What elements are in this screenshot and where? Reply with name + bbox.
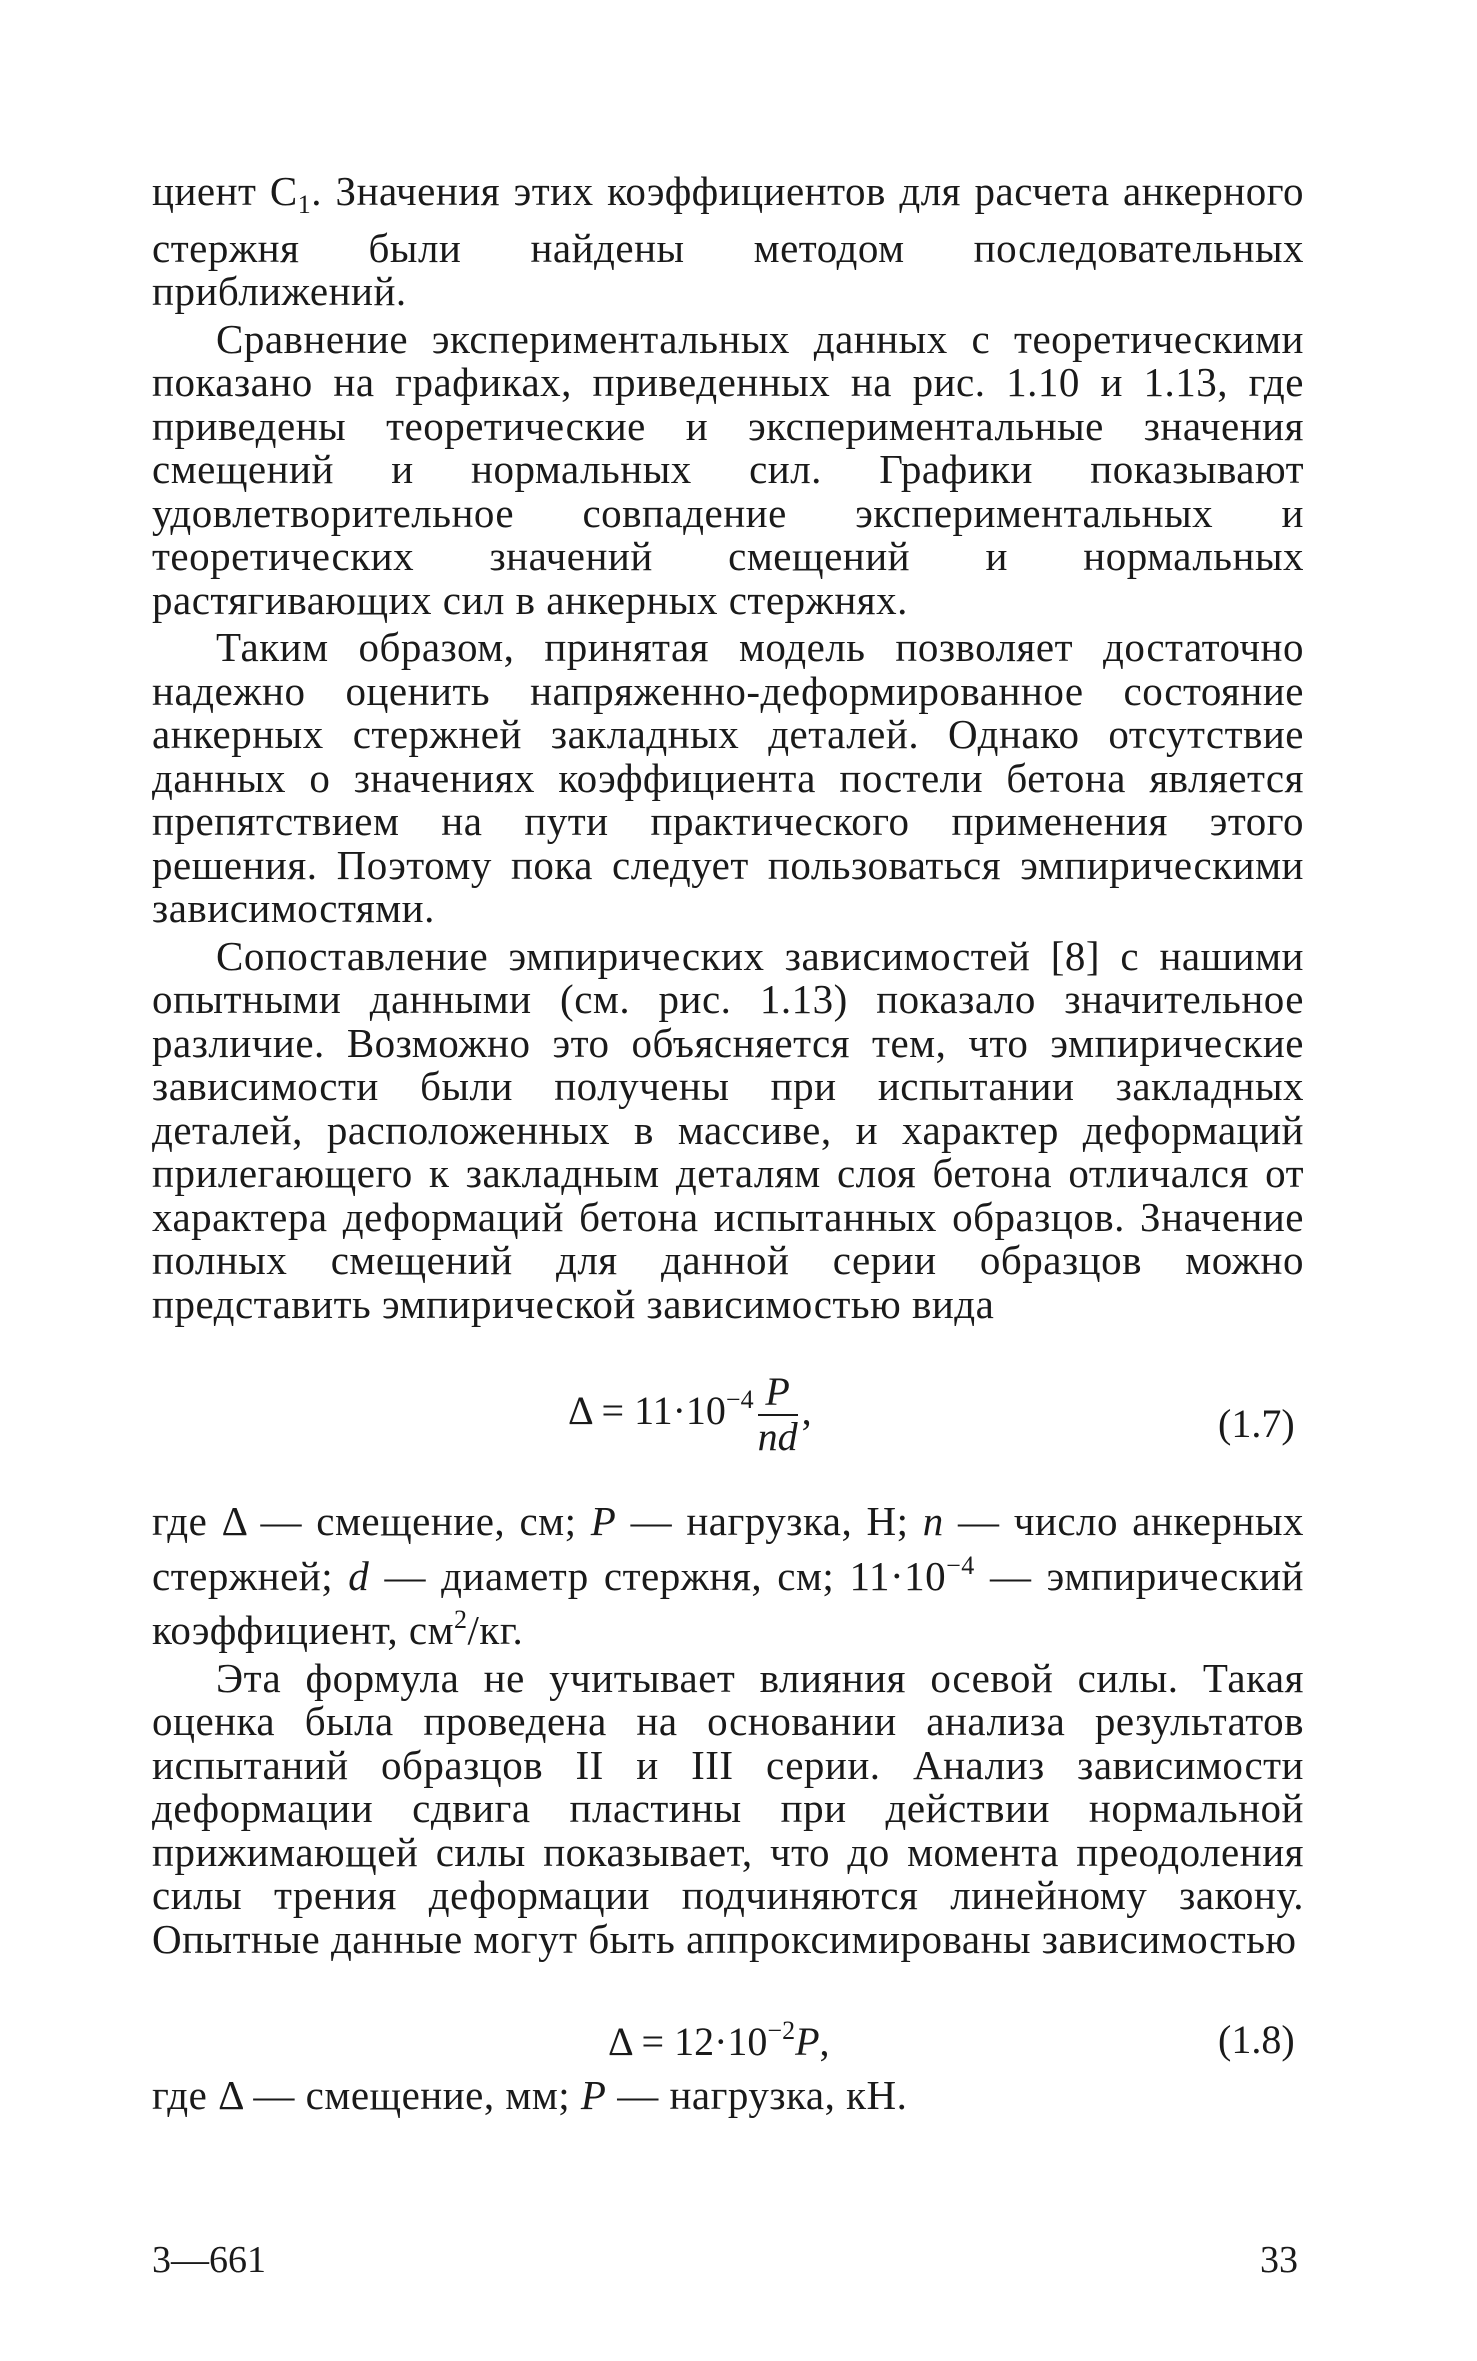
paragraph-2: Сравнение экспериментальных данных с теоретическими показано на графиках, приведенных на рис. 1.10 и 1.13, где приведены теоретические и экспериментальные значения смещений и нормальных сил. Графики показывают удовлетворительное совпадение экспериментальных и теоретических значений смещений и нормальных растягивающих сил в анкерных стержнях. [152, 315, 1304, 623]
body-text-middle [152, 1500, 1304, 1961]
paragraph-5: где Δ — смещение, см; P — нагрузка, Н; n — число анкерных стержней; d — диаметр стержня, см; $11\cdot 10^{-4}$ — эмпирический коэффициент, $см^2/кг$. [152, 1498, 1304, 1653]
page-number: 33 [1260, 2239, 1298, 2281]
paragraph-1: циент $C_1$. Значения этих коэффициентов для расчета анкерного стержня были найдены методом последовательных приближений. [152, 168, 1304, 314]
formula-1-7-fraction: $\frac{P}{nd}$ [757, 1369, 798, 1459]
body-text-bottom [152, 2074, 1304, 2118]
body-text-top [152, 170, 1304, 1326]
printer-signature: 3—661 [152, 2239, 266, 2281]
paragraph-7: где Δ — смещение, мм; P — нагрузка, кН. [152, 2072, 908, 2118]
equation-number-1-7: (1.7) [1218, 1401, 1295, 1446]
paragraph-3: Таким образом, принятая модель позволяет достаточно надежно оценить напряженно-деформированное состояние анкерных стержней закладных деталей. Однако отсутствие данных о значениях коэффициента постели бетона является препятствием на пути практического применения этого решения. Поэтому пока следует пользоваться эмпирическими зависимостями. [152, 624, 1304, 931]
paragraph-4: Сопоставление эмпирических зависимостей [8] с нашими опытными данными (см. рис. 1.13) показало значительное различие. Возможно это объясняется тем, что эмпирические зависимости были получены при испытании закладных деталей, расположенных в массиве, и характер деформаций прилегающего к закладным деталям слоя бетона отличался от характера деформаций бетона испытанных образцов. Значение полных смещений для данной серии образцов можно представить эмпирической зависимостью вида [152, 932, 1304, 1327]
formula-1-8: $\Delta = 12\cdot 10^{-2}P$, [608, 2016, 830, 2064]
paragraph-6: Эта формула не учитывает влияния осевой силы. Такая оценка была проведена на основании анализа результатов испытаний образцов II и III серии. Анализ зависимости деформации сдвига пластины при действии нормальной прижимающей силы показывает, что до момента преодоления силы трения деформации подчиняются линейному закону. Опытные данные могут быть аппроксимированы зависимостью [152, 1654, 1304, 1962]
formula-1-7: $\Delta = 11\cdot 10^{-4}$ $\frac{P}{nd}$ , [568, 1369, 812, 1459]
equation-number-1-8: (1.8) [1218, 2017, 1295, 2062]
